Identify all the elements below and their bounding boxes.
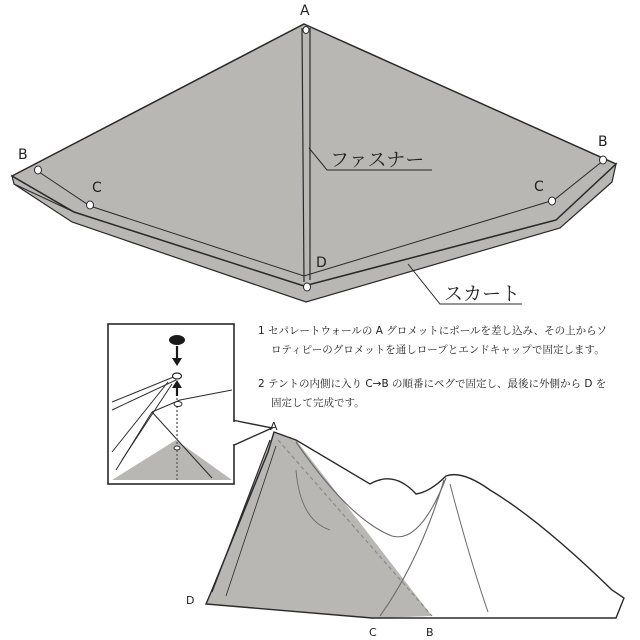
- label-c-right: C: [534, 179, 544, 195]
- step-2-line-2: 固定して完成です。: [271, 397, 365, 409]
- inset-grommet-lower: [174, 402, 182, 407]
- label-d-top: D: [316, 255, 327, 271]
- label-a-top: A: [300, 3, 310, 19]
- inset-pointer: [232, 420, 272, 446]
- instruction-step-2: [258, 375, 630, 413]
- inner-line-3: [450, 484, 488, 612]
- label-d-tent: D: [186, 594, 195, 607]
- label-c-tent: C: [369, 626, 377, 639]
- instruction-step-1: [258, 322, 630, 360]
- separate-wall-panel: [12, 3, 616, 305]
- inset-grommet-wall: [174, 446, 180, 450]
- skirt-callout: スカート: [444, 283, 521, 305]
- label-c-left: C: [92, 180, 102, 196]
- step-1-line-1: 1 セパレートウォールの A グロメットにポールを差し込み、その上からソ: [258, 325, 607, 337]
- inset-grommet-top: [173, 373, 182, 379]
- label-b-left: B: [18, 147, 28, 163]
- grommet-b-left: [35, 166, 42, 174]
- label-b-tent: B: [426, 626, 434, 639]
- label-a-tent: A: [270, 420, 278, 433]
- tent-wall-gray: [206, 432, 432, 618]
- label-b-right: B: [598, 134, 608, 150]
- grommet-a: [303, 27, 309, 34]
- end-cap-icon: [169, 335, 185, 345]
- grommet-d: [304, 283, 311, 291]
- panel-body: [12, 24, 616, 286]
- step-2-line-1: 2 テントの内側に入り C→B の順番にペグで固定し、最後に外側から D を: [258, 378, 607, 390]
- grommet-c-left: [87, 201, 94, 209]
- zipper-callout: ファスナー: [330, 149, 425, 171]
- grommet-c-right: [549, 197, 556, 205]
- step-1-line-2: ロティピーのグロメットを通しロープとエンドキャップで固定します。: [271, 344, 605, 356]
- assembled-tent: [186, 420, 624, 639]
- grommet-b-right: [600, 156, 607, 164]
- detail-inset: [108, 324, 272, 484]
